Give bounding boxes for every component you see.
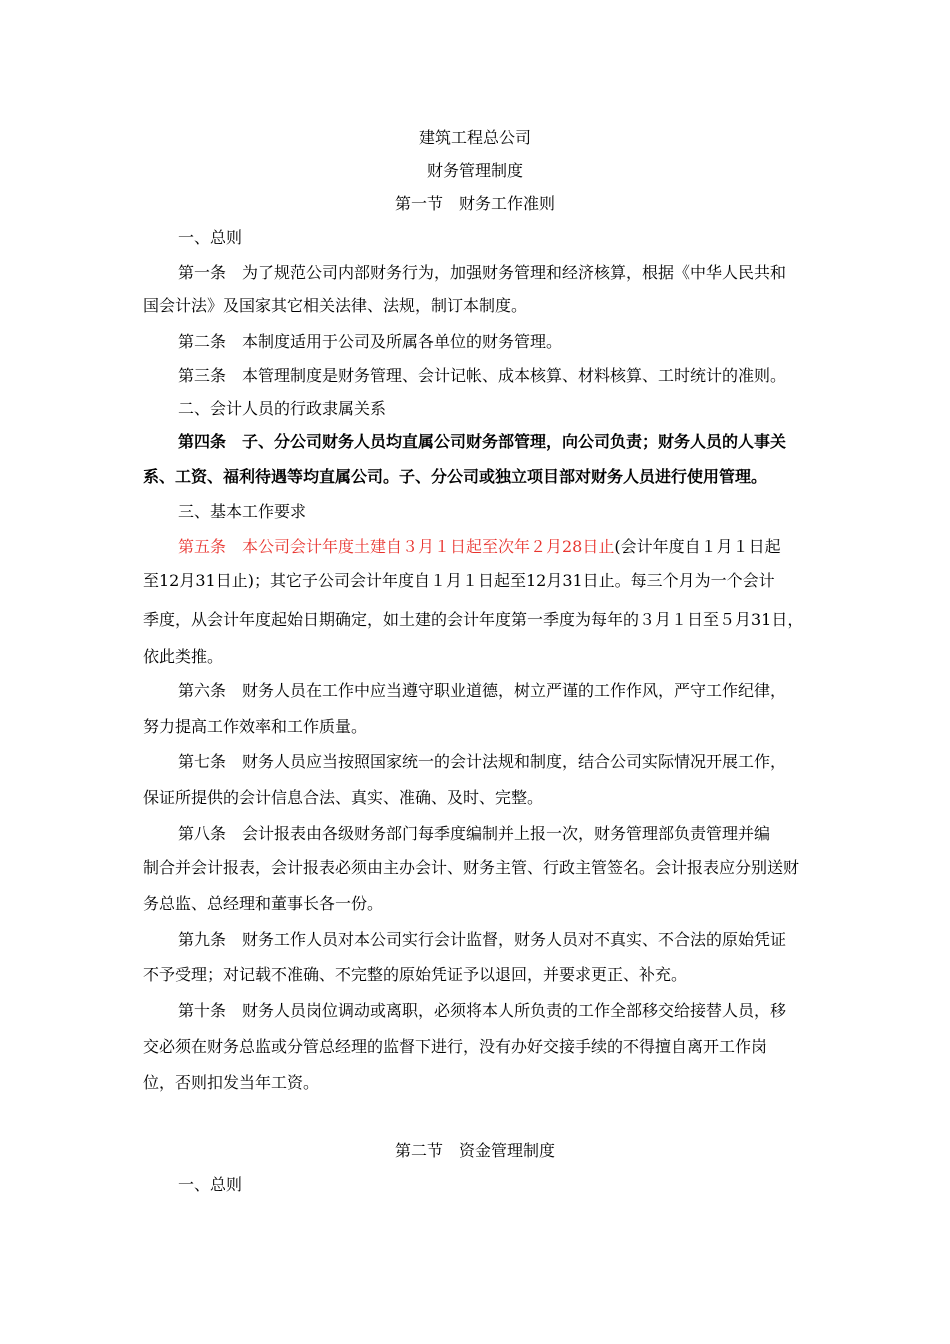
company-name: 建筑工程总公司 — [418, 128, 531, 147]
article8-line1: 第八条 会计报表由各级财务部门每季度编制并上报一次，财务管理部负责管理并编 — [178, 824, 771, 843]
article4-line1: 第四条 子、分公司财务人员均直属公司财务部管理，向公司负责；财务人员的人事关 — [178, 432, 787, 451]
article6-line1: 第六条 财务人员在工作中应当遵守职业道德，树立严谨的工作作风，严守工作纪律， — [178, 681, 787, 700]
basic-requirements-heading: 三、基本工作要求 — [178, 502, 307, 521]
article2: 第二条 本制度适用于公司及所属各单位的财务管理。 — [178, 332, 563, 351]
admin-relation-heading: 二、会计人员的行政隶属关系 — [178, 399, 387, 418]
article10-line3: 位，否则扣发当年工资。 — [143, 1073, 320, 1092]
section1-heading: 第一节 财务工作准则 — [394, 194, 555, 213]
article5-line1-rest: (会计年度自１月１日起 — [614, 537, 781, 556]
article3: 第三条 本管理制度是财务管理、会计记帐、成本核算、材料核算、工时统计的准则。 — [178, 366, 787, 385]
section1-general-heading: 一、总则 — [178, 228, 243, 247]
article1-line1: 第一条 为了规范公司内部财务行为，加强财务管理和经济核算，根据《中华人民共和 — [178, 263, 787, 282]
article5-line3: 季度，从会计年度起始日期确定，如土建的会计年度第一季度为每年的３月１日至５月31日， — [143, 610, 804, 629]
article5-line2: 至12月31日止)；其它子公司会计年度自１月１日起至12月31日止。每三个月为一个会计 — [143, 571, 775, 590]
section2-general-heading: 一、总则 — [178, 1175, 243, 1194]
article6-line2: 努力提高工作效率和工作质量。 — [143, 717, 368, 736]
article7-line2: 保证所提供的会计信息合法、真实、准确、及时、完整。 — [143, 788, 544, 807]
article4-line2: 系、工资、福利待遇等均直属公司。子、分公司或独立项目部对财务人员进行使用管理。 — [143, 467, 768, 486]
article8-line2: 制合并会计报表，会计报表必须由主办会计、财务主管、行政主管签名。会计报表应分别送财 — [143, 858, 800, 877]
article5-highlight: 第五条 本公司会计年度土建自３月１日起至次年２月28日止 — [178, 537, 615, 556]
article10-line1: 第十条 财务人员岗位调动或离职，必须将本人所负责的工作全部移交给接替人员，移 — [178, 1001, 787, 1020]
article8-line3: 务总监、总经理和董事长各一份。 — [143, 894, 384, 913]
article7-line1: 第七条 财务人员应当按照国家统一的会计法规和制度，结合公司实际情况开展工作， — [178, 752, 787, 771]
article5-line1 — [178, 536, 950, 558]
article1-line2: 国会计法》及国家其它相关法律、法规，制订本制度。 — [143, 296, 528, 315]
article5-line4: 依此类推。 — [143, 647, 224, 666]
document-title: 财务管理制度 — [426, 161, 523, 180]
article9-line1: 第九条 财务工作人员对本公司实行会计监督，财务人员对不真实、不合法的原始凭证 — [178, 930, 787, 949]
article10-line2: 交必须在财务总监或分管总经理的监督下进行，没有办好交接手续的不得擅自离开工作岗 — [143, 1037, 768, 1056]
article9-line2: 不予受理；对记载不准确、不完整的原始凭证予以退回，并要求更正、补充。 — [143, 965, 688, 984]
section2-heading: 第二节 资金管理制度 — [394, 1141, 555, 1160]
